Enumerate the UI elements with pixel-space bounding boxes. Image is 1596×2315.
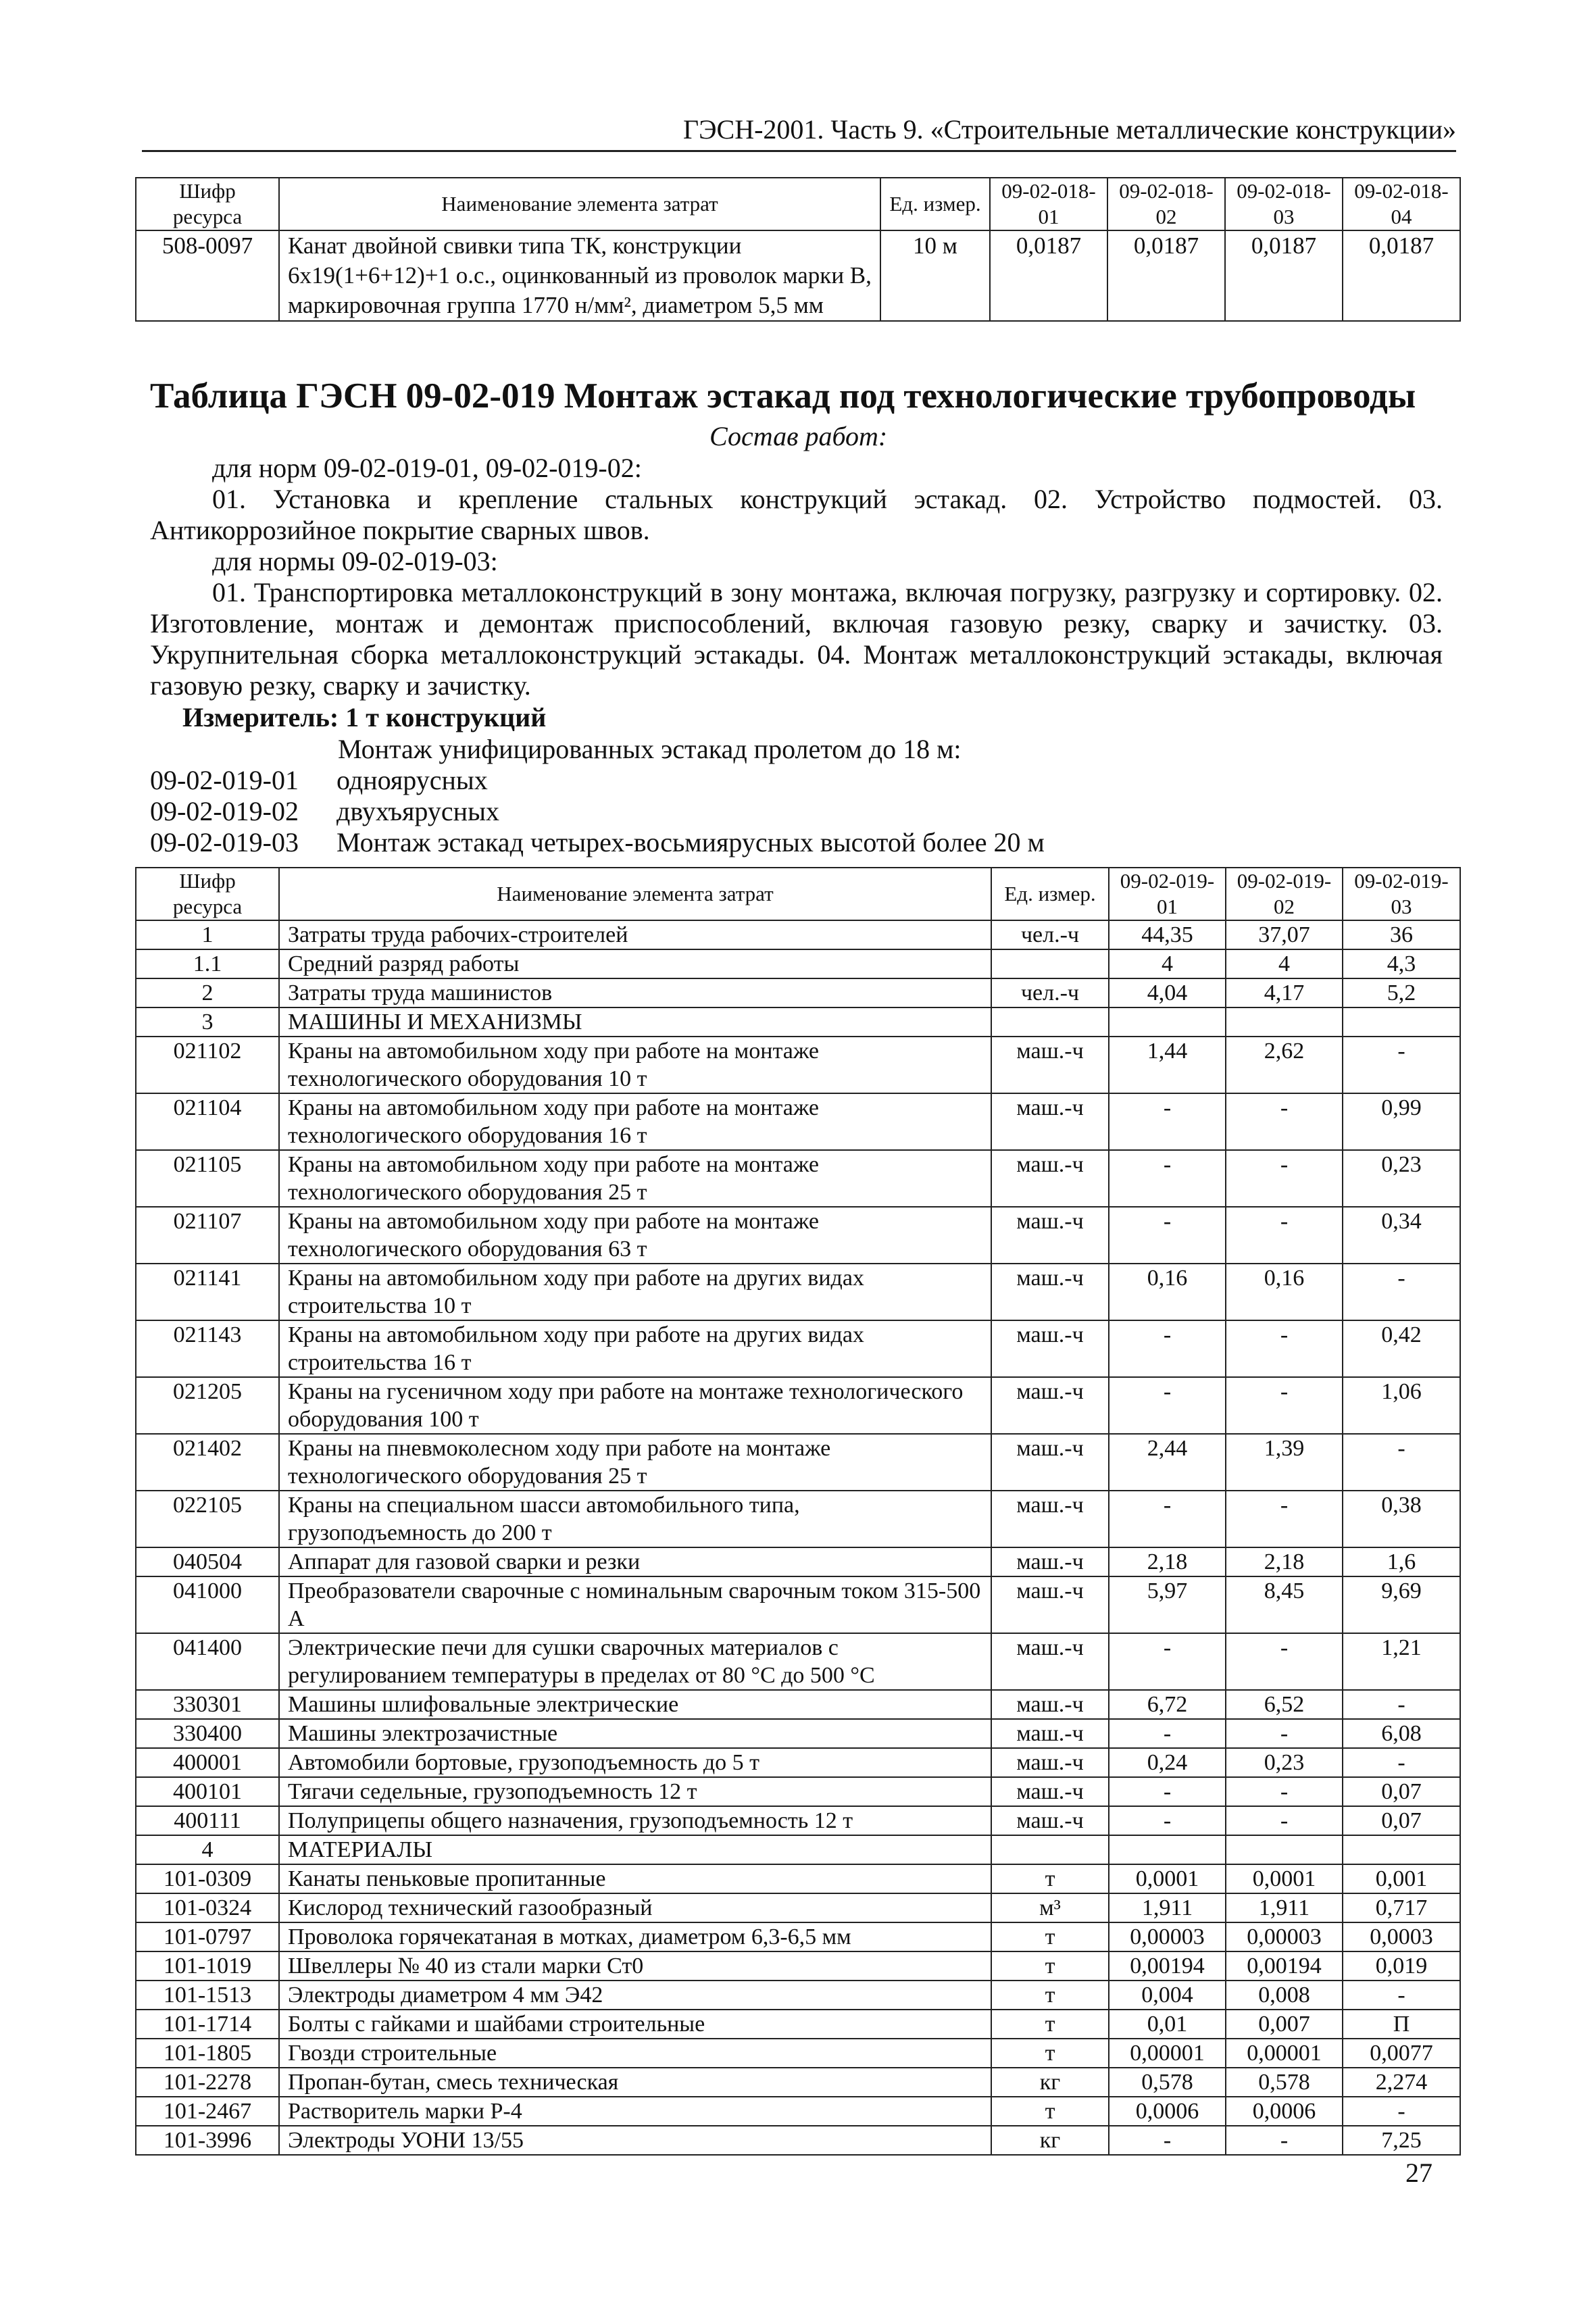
norm-value: 0,578 <box>1226 2068 1343 2097</box>
resource-name: Болты с гайками и шайбами строительные <box>279 2010 991 2039</box>
norm-value: 0,0001 <box>1109 1864 1226 1893</box>
resource-name: Канаты пеньковые пропитанные <box>279 1864 991 1893</box>
resource-unit: маш.-ч <box>991 1633 1109 1690</box>
norm-value: 36 <box>1343 920 1460 949</box>
resource-code: 041400 <box>136 1633 279 1690</box>
norm-value: 6,72 <box>1109 1690 1226 1719</box>
resource-name: Краны на автомобильном ходу при работе на других видах строительства 16 т <box>279 1320 991 1377</box>
table-row <box>136 949 1460 978</box>
table-row <box>136 1951 1460 1981</box>
norm-value: 0,24 <box>1109 1748 1226 1777</box>
table-title: Таблица ГЭСН 09-02-019 Монтаж эстакад под технологические трубопроводы <box>150 376 1416 416</box>
resource-unit: маш.-ч <box>991 1690 1109 1719</box>
resource-code: 400001 <box>136 1748 279 1777</box>
norm-value: - <box>1109 1320 1226 1377</box>
resource-unit: т <box>991 2010 1109 2039</box>
resource-code: 021141 <box>136 1264 279 1320</box>
resource-code: 021205 <box>136 1377 279 1434</box>
norm-value: - <box>1109 1150 1226 1207</box>
table-row <box>136 1547 1460 1576</box>
header-code: Шифр ресурса <box>136 868 279 920</box>
norm-value: 37,07 <box>1226 920 1343 949</box>
norm-value: 2,18 <box>1109 1547 1226 1576</box>
header-norm-col: 09-02-018-01 <box>990 178 1107 230</box>
norm-value: 1,44 <box>1109 1037 1226 1093</box>
table-row <box>136 1922 1460 1951</box>
resource-unit: маш.-ч <box>991 1320 1109 1377</box>
table-row <box>136 1150 1460 1207</box>
resource-code: 101-1805 <box>136 2039 279 2068</box>
resource-name: Пропан-бутан, смесь техническая <box>279 2068 991 2097</box>
norm-value: - <box>1109 1806 1226 1835</box>
norm-value: 6,08 <box>1343 1719 1460 1748</box>
continuation-table <box>135 177 1461 322</box>
norm-value: - <box>1343 1434 1460 1491</box>
resource-code: 400111 <box>136 1806 279 1835</box>
table-row <box>136 978 1460 1007</box>
norm-value: 4 <box>1109 949 1226 978</box>
norm-value: 0,008 <box>1226 1981 1343 2010</box>
resource-name: Электроды диаметром 4 мм Э42 <box>279 1981 991 2010</box>
norm-value: 1,6 <box>1343 1547 1460 1576</box>
norm-value: - <box>1226 2126 1343 2155</box>
resource-name: Машины электрозачистные <box>279 1719 991 1748</box>
resource-unit: маш.-ч <box>991 1547 1109 1576</box>
norm-value: - <box>1109 2126 1226 2155</box>
table-row <box>136 2039 1460 2068</box>
resource-unit: маш.-ч <box>991 1748 1109 1777</box>
norm-value: 5,97 <box>1109 1576 1226 1633</box>
resource-name: Швеллеры № 40 из стали марки Ст0 <box>279 1951 991 1981</box>
norm-value: 0,07 <box>1343 1777 1460 1806</box>
norm-value: 0,34 <box>1343 1207 1460 1264</box>
resource-name: Аппарат для газовой сварки и резки <box>279 1547 991 1576</box>
resource-name: Канат двойной свивки типа ТК, конструкции 6х19(1+6+12)+1 о.с., оцинкованный из проволок марки В, маркировочная группа 1770 н/мм², диаметром 5,5 мм <box>279 230 880 321</box>
norm-value: 0,16 <box>1226 1264 1343 1320</box>
resource-table <box>135 867 1461 2156</box>
resource-name: Преобразователи сварочные с номинальным сварочным током 315-500 А <box>279 1576 991 1633</box>
norm-value: - <box>1226 1806 1343 1835</box>
norm-code: 09-02-019-03 <box>150 827 299 857</box>
resource-unit: кг <box>991 2126 1109 2155</box>
header-norm-col: 09-02-018-03 <box>1225 178 1343 230</box>
table-row <box>136 1491 1460 1547</box>
norm-value: 0,0187 <box>1343 230 1460 321</box>
norm-value: 0,16 <box>1109 1264 1226 1320</box>
norm-value: 2,62 <box>1226 1037 1343 1093</box>
resource-code: 1 <box>136 920 279 949</box>
norm-code: 09-02-019-01 <box>150 765 299 795</box>
header-unit: Ед. измер. <box>880 178 990 230</box>
norm-value: - <box>1343 1690 1460 1719</box>
norm-value: 2,44 <box>1109 1434 1226 1491</box>
norm-value: 0,0003 <box>1343 1922 1460 1951</box>
resource-code: 021102 <box>136 1037 279 1093</box>
norm-value: 4,04 <box>1109 978 1226 1007</box>
table-row <box>136 1806 1460 1835</box>
resource-unit: маш.-ч <box>991 1806 1109 1835</box>
norm-value: - <box>1226 1777 1343 1806</box>
resource-unit: 10 м <box>880 230 990 321</box>
resource-code: 021143 <box>136 1320 279 1377</box>
norm-list-item <box>150 795 499 828</box>
norm-value: 9,69 <box>1343 1576 1460 1633</box>
resource-unit: маш.-ч <box>991 1207 1109 1264</box>
resource-name: Затраты труда машинистов <box>279 978 991 1007</box>
norm-value: 44,35 <box>1109 920 1226 949</box>
norm-value: 0,0006 <box>1109 2097 1226 2126</box>
norm-value: 0,00003 <box>1109 1922 1226 1951</box>
table-row <box>136 1864 1460 1893</box>
norm-value: 1,911 <box>1109 1893 1226 1922</box>
norm-value: - <box>1343 1748 1460 1777</box>
resource-name: Тягачи седельные, грузоподъемность 12 т <box>279 1777 991 1806</box>
table-row <box>136 1893 1460 1922</box>
resource-code: 041000 <box>136 1576 279 1633</box>
norm-value: 4,3 <box>1343 949 1460 978</box>
resource-name: Краны на пневмоколесном ходу при работе на монтаже технологического оборудования 25 т <box>279 1434 991 1491</box>
norm-value: 5,2 <box>1343 978 1460 1007</box>
section-header-row <box>136 1835 1460 1864</box>
resource-unit: маш.-ч <box>991 1093 1109 1150</box>
resource-name: Краны на автомобильном ходу при работе на монтаже технологического оборудования 63 т <box>279 1207 991 1264</box>
resource-unit: т <box>991 1981 1109 2010</box>
norm-value: 6,52 <box>1226 1690 1343 1719</box>
table-row <box>136 1093 1460 1150</box>
table-row <box>136 920 1460 949</box>
resource-code: 101-0324 <box>136 1893 279 1922</box>
running-header: ГЭСН-2001. Часть 9. «Строительные металлические конструкции» <box>142 114 1456 152</box>
norm-value: - <box>1109 1719 1226 1748</box>
resource-unit: т <box>991 2039 1109 2068</box>
table-row <box>136 1748 1460 1777</box>
norm-value: 8,45 <box>1226 1576 1343 1633</box>
norm-value: 7,25 <box>1343 2126 1460 2155</box>
resource-code: 101-2467 <box>136 2097 279 2126</box>
meter-label: Измеритель: 1 т конструкций <box>182 702 547 732</box>
section-header-row <box>136 1007 1460 1037</box>
resource-code: 330301 <box>136 1690 279 1719</box>
resource-unit: м³ <box>991 1893 1109 1922</box>
norm-value: - <box>1109 1491 1226 1547</box>
table-row <box>136 1264 1460 1320</box>
resource-unit: маш.-ч <box>991 1150 1109 1207</box>
resource-code: 3 <box>136 1007 279 1037</box>
norm-value: 1,39 <box>1226 1434 1343 1491</box>
resource-code: 1.1 <box>136 949 279 978</box>
header-name: Наименование элемента затрат <box>279 178 880 230</box>
norm-value: 1,06 <box>1343 1377 1460 1434</box>
norm-value <box>1109 1007 1226 1037</box>
table-row <box>136 1037 1460 1093</box>
norm-value <box>1343 1007 1460 1037</box>
header-norm-col: 09-02-018-02 <box>1107 178 1225 230</box>
resource-name: Полуприцепы общего назначения, грузоподъемность 12 т <box>279 1806 991 1835</box>
resource-code: 101-0309 <box>136 1864 279 1893</box>
resource-name: Автомобили бортовые, грузоподъемность до 5 т <box>279 1748 991 1777</box>
norm-value: 0,717 <box>1343 1893 1460 1922</box>
norm-value: 0,00003 <box>1226 1922 1343 1951</box>
resource-unit <box>991 1835 1109 1864</box>
resource-unit: т <box>991 1951 1109 1981</box>
norm-value: 0,38 <box>1343 1491 1460 1547</box>
header-unit: Ед. измер. <box>991 868 1109 920</box>
norm-value: - <box>1343 1264 1460 1320</box>
resource-code: 101-1714 <box>136 2010 279 2039</box>
resource-code: 4 <box>136 1835 279 1864</box>
resource-code: 021107 <box>136 1207 279 1264</box>
norm-value: 4 <box>1226 949 1343 978</box>
resource-code: 021104 <box>136 1093 279 1150</box>
resource-unit: маш.-ч <box>991 1576 1109 1633</box>
resource-code: 022105 <box>136 1491 279 1547</box>
norm-value: 0,0006 <box>1226 2097 1343 2126</box>
table-row <box>136 230 1460 321</box>
norm-value: 0,42 <box>1343 1320 1460 1377</box>
header-norm-col: 09-02-019-03 <box>1343 868 1460 920</box>
resource-code: 101-2278 <box>136 2068 279 2097</box>
norm-value: 0,004 <box>1109 1981 1226 2010</box>
norm-value: - <box>1343 1037 1460 1093</box>
resource-unit: маш.-ч <box>991 1491 1109 1547</box>
table-header-row <box>136 178 1460 230</box>
norm-value: - <box>1226 1093 1343 1150</box>
table-row <box>136 1207 1460 1264</box>
norms-intro-1: для норм 09-02-019-01, 09-02-019-02: <box>212 453 642 483</box>
resource-name: Краны на автомобильном ходу при работе на монтаже технологического оборудования 16 т <box>279 1093 991 1150</box>
resource-unit: чел.-ч <box>991 920 1109 949</box>
table-row <box>136 1320 1460 1377</box>
table-row <box>136 2010 1460 2039</box>
norm-value: 0,23 <box>1226 1748 1343 1777</box>
header-norm-col: 09-02-019-02 <box>1226 868 1343 920</box>
norm-value: 0,01 <box>1109 2010 1226 2039</box>
table-row <box>136 1434 1460 1491</box>
resource-code: 400101 <box>136 1777 279 1806</box>
resource-name: Краны на автомобильном ходу при работе на монтаже технологического оборудования 25 т <box>279 1150 991 1207</box>
resource-name: МАШИНЫ И МЕХАНИЗМЫ <box>279 1007 991 1037</box>
norms-intro-2: для нормы 09-02-019-03: <box>212 546 498 576</box>
resource-code: 101-0797 <box>136 1922 279 1951</box>
table-header-row <box>136 868 1460 920</box>
norm-value: 0,001 <box>1343 1864 1460 1893</box>
norm-value: 0,00001 <box>1226 2039 1343 2068</box>
norm-list-item <box>150 764 488 797</box>
table-row <box>136 1777 1460 1806</box>
norm-value: - <box>1226 1491 1343 1547</box>
norm-value: 2,274 <box>1343 2068 1460 2097</box>
resource-unit: маш.-ч <box>991 1777 1109 1806</box>
norm-value: 1,911 <box>1226 1893 1343 1922</box>
works-block-1 <box>150 453 1443 701</box>
table-row <box>136 1981 1460 2010</box>
resource-code: 101-1019 <box>136 1951 279 1981</box>
norm-value: - <box>1343 1981 1460 2010</box>
resource-code: 101-3996 <box>136 2126 279 2155</box>
norm-value: 0,00194 <box>1109 1951 1226 1981</box>
resource-name: Краны на автомобильном ходу при работе на монтаже технологического оборудования 10 т <box>279 1037 991 1093</box>
norm-value: - <box>1226 1150 1343 1207</box>
norm-value: 0,00194 <box>1226 1951 1343 1981</box>
norm-value: 4,17 <box>1226 978 1343 1007</box>
norm-value: 0,578 <box>1109 2068 1226 2097</box>
norm-value <box>1109 1835 1226 1864</box>
norm-value: 0,0187 <box>1107 230 1225 321</box>
table-row <box>136 2068 1460 2097</box>
norm-value <box>1226 1835 1343 1864</box>
resource-name: Краны на гусеничном ходу при работе на монтаже технологического оборудования 100 т <box>279 1377 991 1434</box>
resource-name: Средний разряд работы <box>279 949 991 978</box>
resource-unit <box>991 1007 1109 1037</box>
resource-unit: маш.-ч <box>991 1377 1109 1434</box>
resource-code: 101-1513 <box>136 1981 279 2010</box>
norm-code: 09-02-019-02 <box>150 796 299 826</box>
resource-unit: т <box>991 2097 1109 2126</box>
page-number: 27 <box>1405 2158 1432 2188</box>
norm-name: одноярусных <box>336 765 488 795</box>
norm-value: - <box>1109 1633 1226 1690</box>
norm-group-title: Монтаж унифицированных эстакад пролетом до 18 м: <box>338 734 962 764</box>
norm-value: 0,019 <box>1343 1951 1460 1981</box>
norm-value: - <box>1226 1377 1343 1434</box>
norm-value: - <box>1109 1377 1226 1434</box>
resource-name: Затраты труда рабочих-строителей <box>279 920 991 949</box>
resource-unit: маш.-ч <box>991 1037 1109 1093</box>
norm-value: 0,0187 <box>1225 230 1343 321</box>
resource-unit: чел.-ч <box>991 978 1109 1007</box>
works-description-1: 01. Установка и крепление стальных конструкций эстакад. 02. Устройство подмостей. 03. Антикоррозийное покрытие сварных швов. <box>150 484 1443 545</box>
norm-value <box>1343 1835 1460 1864</box>
norm-value: 0,0001 <box>1226 1864 1343 1893</box>
table-row <box>136 1576 1460 1633</box>
resource-name: Краны на специальном шасси автомобильного типа, грузоподъемность до 200 т <box>279 1491 991 1547</box>
resource-name: Проволока горячекатаная в мотках, диаметром 6,3-6,5 мм <box>279 1922 991 1951</box>
header-code: Шифр ресурса <box>136 178 279 230</box>
resource-code: 2 <box>136 978 279 1007</box>
table-row <box>136 1719 1460 1748</box>
table-row <box>136 2126 1460 2155</box>
norm-value: - <box>1226 1633 1343 1690</box>
resource-unit: т <box>991 1864 1109 1893</box>
norm-value: - <box>1109 1093 1226 1150</box>
norm-value: 0,00001 <box>1109 2039 1226 2068</box>
resource-unit: маш.-ч <box>991 1719 1109 1748</box>
header-norm-col: 09-02-018-04 <box>1343 178 1460 230</box>
norm-value: - <box>1226 1719 1343 1748</box>
header-name: Наименование элемента затрат <box>279 868 991 920</box>
resource-unit: кг <box>991 2068 1109 2097</box>
norm-value: 0,99 <box>1343 1093 1460 1150</box>
norm-value: - <box>1226 1207 1343 1264</box>
table-row <box>136 1377 1460 1434</box>
resource-name: Машины шлифовальные электрические <box>279 1690 991 1719</box>
resource-name: МАТЕРИАЛЫ <box>279 1835 991 1864</box>
resource-code: 508-0097 <box>136 230 279 321</box>
resource-code: 330400 <box>136 1719 279 1748</box>
norm-value: 0,0187 <box>990 230 1107 321</box>
norm-name: Монтаж эстакад четырех-восьмиярусных высотой более 20 м <box>336 827 1045 857</box>
resource-name: Электрические печи для сушки сварочных материалов с регулированием температуры в пределах от 80 °С до 500 °С <box>279 1633 991 1690</box>
norm-value <box>1226 1007 1343 1037</box>
norm-value: 0,0077 <box>1343 2039 1460 2068</box>
norm-list-item <box>150 826 1045 859</box>
resource-unit <box>991 949 1109 978</box>
norm-value: П <box>1343 2010 1460 2039</box>
norm-value: 0,007 <box>1226 2010 1343 2039</box>
header-norm-col: 09-02-019-01 <box>1109 868 1226 920</box>
table-row <box>136 1633 1460 1690</box>
norm-value: 0,23 <box>1343 1150 1460 1207</box>
resource-name: Кислород технический газообразный <box>279 1893 991 1922</box>
resource-code: 040504 <box>136 1547 279 1576</box>
resource-unit: маш.-ч <box>991 1264 1109 1320</box>
resource-code: 021402 <box>136 1434 279 1491</box>
norm-value: - <box>1226 1320 1343 1377</box>
works-description-2: 01. Транспортировка металлоконструкций в зону монтажа, включая погрузку, разгрузку и сортировку. 02. Изготовление, монтаж и демонтаж приспособлений, включая газовую резку, сварку и зачистку. 03. Укрупнительная сборка металлоконструкций эстакады. 04. Монтаж металлоконструкций эстакады, включая газовую резку, сварку и зачистку. <box>150 577 1443 701</box>
resource-name: Электроды УОНИ 13/55 <box>279 2126 991 2155</box>
norm-value: - <box>1109 1777 1226 1806</box>
table-row <box>136 2097 1460 2126</box>
norm-value: - <box>1109 1207 1226 1264</box>
resource-name: Растворитель марки Р-4 <box>279 2097 991 2126</box>
norm-value: 1,21 <box>1343 1633 1460 1690</box>
norm-name: двухъярусных <box>336 796 499 826</box>
resource-code: 021105 <box>136 1150 279 1207</box>
resource-unit: маш.-ч <box>991 1434 1109 1491</box>
norm-value: 2,18 <box>1226 1547 1343 1576</box>
resource-name: Краны на автомобильном ходу при работе на других видах строительства 10 т <box>279 1264 991 1320</box>
norm-value: 0,07 <box>1343 1806 1460 1835</box>
table-row <box>136 1690 1460 1719</box>
resource-name: Гвозди строительные <box>279 2039 991 2068</box>
resource-unit: т <box>991 1922 1109 1951</box>
composition-label: Состав работ: <box>709 421 888 451</box>
norm-value: - <box>1343 2097 1460 2126</box>
